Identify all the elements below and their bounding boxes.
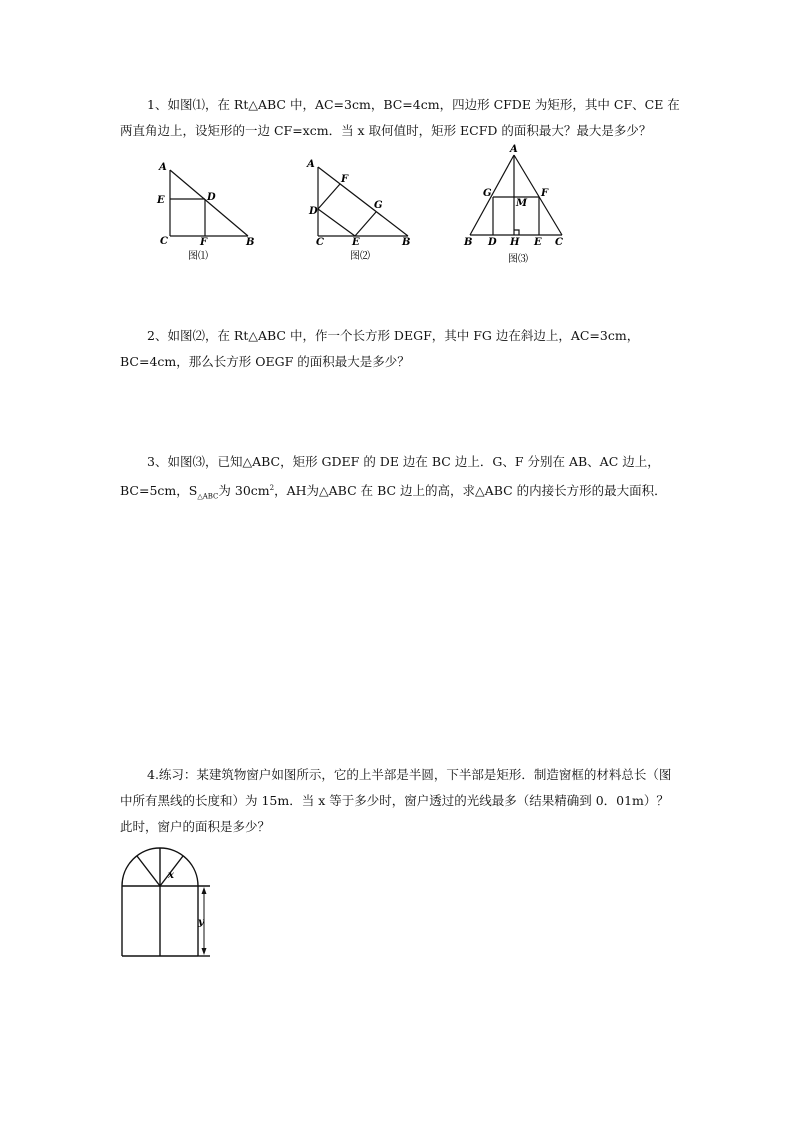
problem-3-part-1: 3、如图⑶，已知△ABC，矩形 GDEF 的 DE 边在 BC 边上．G、F 分别在 AB、AC 边上，BC=5cm，S — [120, 454, 660, 499]
label-g: G — [374, 200, 383, 211]
label-e: E — [157, 195, 165, 206]
figure-3 — [458, 140, 578, 272]
problem-3-part-3: ，AH为△ABC 在 BC 边上的高，求△ABC 的内接长方形的最大面积． — [274, 483, 667, 499]
label-c: C — [555, 237, 563, 248]
label-b: B — [402, 237, 411, 248]
radius-left — [137, 856, 160, 886]
figure-2 — [300, 155, 420, 271]
figure-4-window — [112, 820, 222, 969]
problem-4-text: 4.练习：某建筑物窗户如图所示，它的上半部是半圆，下半部是矩形．制造窗框的材料总长（图中所有黑线的长度和）为 15m．当 x 等于多少时，窗户透过的光线最多（结果精确到 0．01m）？此时，窗户的面积是多少？ — [120, 767, 672, 834]
label-e: E — [534, 237, 542, 248]
side-ac — [514, 155, 562, 235]
label-d: D — [309, 206, 318, 217]
problem-3-part-2: 为 30cm — [218, 483, 270, 499]
label-c: C — [160, 236, 168, 247]
problem-3-subscript: △ABC — [197, 492, 219, 501]
label-c: C — [316, 237, 324, 248]
side-ab — [470, 155, 514, 235]
label-f: F — [200, 237, 208, 248]
figure-2-caption: 图⑵ — [350, 251, 370, 262]
rect-de — [318, 209, 355, 236]
figure-3-caption: 图⑶ — [508, 254, 528, 265]
figure-1-caption: 图⑴ — [188, 251, 208, 262]
label-x: x — [168, 870, 174, 881]
label-a: A — [510, 144, 518, 155]
label-e: E — [352, 237, 360, 248]
rect-eg — [355, 212, 376, 236]
problem-3-superscript: 2 — [269, 484, 275, 492]
label-g: G — [483, 188, 492, 199]
label-h: H — [510, 237, 520, 248]
rect-df — [318, 184, 340, 209]
arrow-up — [202, 887, 207, 894]
label-a: A — [159, 162, 167, 173]
side-ab — [170, 170, 248, 236]
right-angle-mark — [514, 230, 519, 235]
label-d: D — [488, 237, 497, 248]
problem-2-text: 2、如图⑵，在 Rt△ABC 中，作一个长方形 DEGF，其中 FG 边在斜边上，AC=3cm，BC=4cm，那么长方形 OEGF 的面积最大是多少？ — [120, 328, 640, 369]
label-a: A — [307, 159, 315, 170]
label-b: B — [246, 237, 255, 248]
problem-1-text: 1、如图⑴，在 Rt△ABC 中，AC=3cm，BC=4cm，四边形 CFDE 为矩形，其中 CF、CE 在两直角边上，设矩形的一边 CF=xcm．当 x 取何值时，矩形 ECFD 的面积最大？最大是多少？ — [120, 97, 680, 138]
label-b: B — [464, 237, 473, 248]
label-m: M — [516, 198, 528, 209]
label-d: D — [207, 192, 216, 203]
arrow-down — [202, 948, 207, 955]
label-f: F — [541, 188, 549, 199]
label-f: F — [341, 174, 349, 185]
problem-3-text — [120, 449, 680, 510]
side-ab — [318, 167, 408, 236]
label-y: y — [198, 917, 204, 928]
figure-1 — [150, 158, 260, 272]
